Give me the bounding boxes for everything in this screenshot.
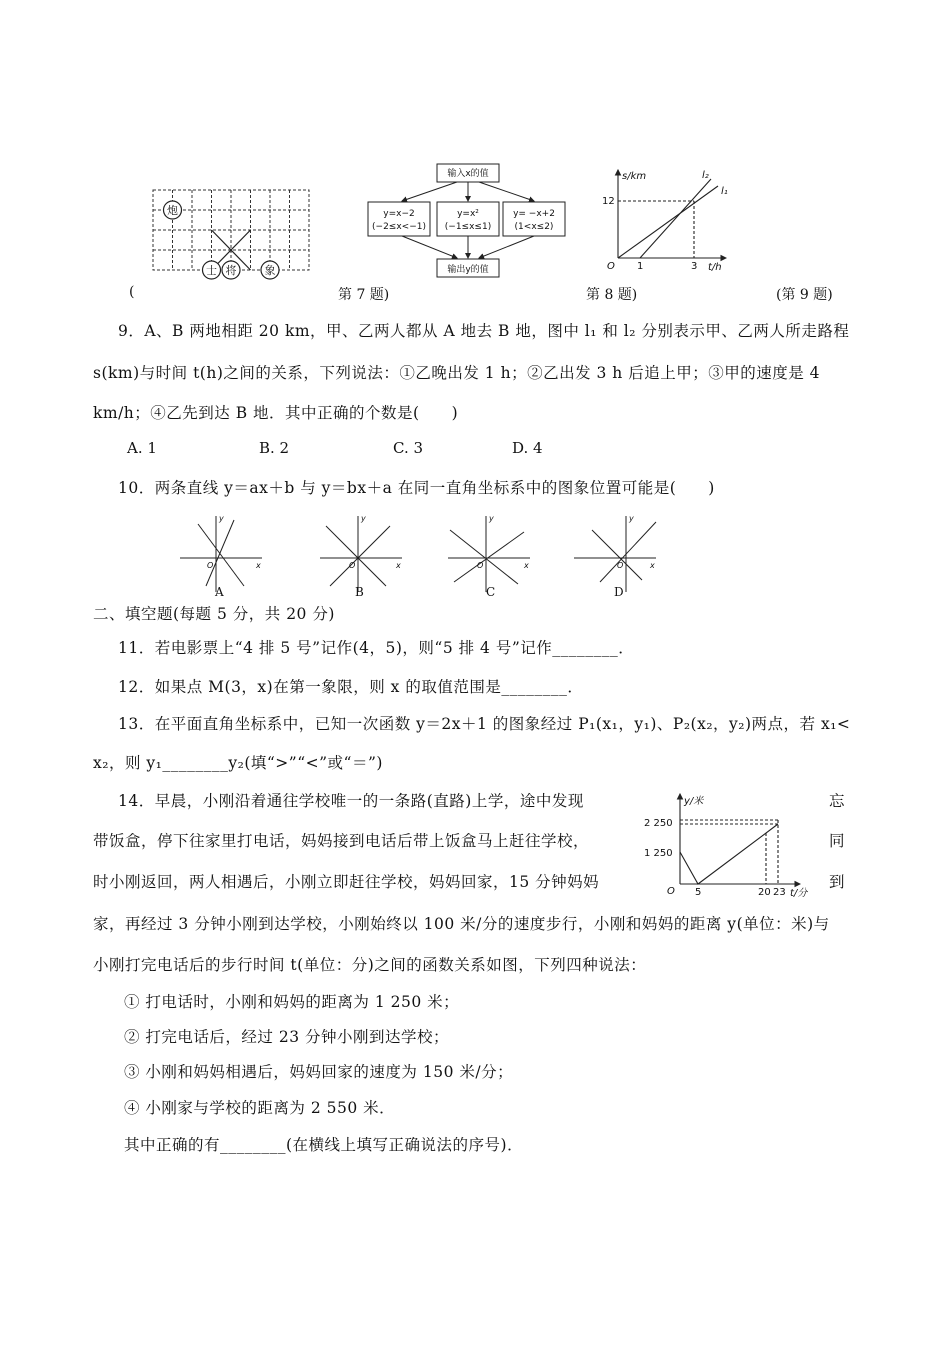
q10b-axis-x: x — [396, 561, 401, 570]
q10d-axis-x: x — [650, 561, 655, 570]
q14-item-4: ④ 小刚家与学校的距离为 2 550 米． — [124, 1099, 396, 1117]
q14-ytick-1250: 1 250 — [644, 848, 673, 859]
flow-box1-formula: y=x−2 — [383, 209, 415, 219]
q14-line3-end: 到 — [829, 873, 846, 891]
q10a-origin: O — [207, 561, 214, 570]
piece-xiang: 象 — [264, 264, 276, 277]
q10d-axis-y: y — [629, 514, 634, 523]
q10d-origin: O — [617, 561, 624, 570]
piece-jiang: 将 — [225, 264, 237, 277]
fig9-origin: O — [607, 261, 615, 272]
q14-ylabel: y/米 — [684, 796, 704, 807]
flow-box3-range: (1<x≤2) — [514, 222, 554, 232]
q9-line2: s(km)与时间 t(h)之间的关系，下列说法：①乙晚出发 1 h；②乙出发 3 h 后追上甲；③甲的速度是 4 — [93, 364, 820, 382]
q12-text: 12．如果点 M(3，x)在第一象限，则 x 的取值范围是________． — [118, 678, 584, 696]
q14-xtick-20: 20 — [758, 887, 771, 898]
q10-label-b: B — [355, 585, 364, 599]
q14-xtick-23: 23 — [773, 887, 786, 898]
q14-item-1: ① 打电话时，小刚和妈妈的距离为 1 250 米； — [124, 993, 460, 1011]
q14-item-3: ③ 小刚和妈妈相遇后，妈妈回家的速度为 150 米/分； — [124, 1063, 514, 1081]
fig9-line2-label: l₂ — [702, 170, 709, 181]
q10-label-c: C — [486, 585, 496, 599]
q14-ytick-2250: 2 250 — [644, 818, 673, 829]
q14-line2-end: 同 — [829, 832, 846, 850]
q14-line3: 时小刚返回，两人相遇后，小刚立即赶往学校，妈妈回家，15 分钟妈妈 — [93, 873, 600, 891]
q14-item-2: ② 打完电话后，经过 23 分钟小刚到达学校； — [124, 1028, 450, 1046]
q14-line2: 带饭盒，停下往家里打电话，妈妈接到电话后带上饭盒马上赶往学校， — [93, 832, 590, 850]
q9-option-b: B. 2 — [259, 439, 290, 457]
piece-pao: 炮 — [167, 204, 178, 217]
q14-conclusion: 其中正确的有________(在横线上填写正确说法的序号)． — [124, 1136, 524, 1154]
q9-option-c: C. 3 — [393, 439, 424, 457]
caption-paren: ( — [129, 284, 135, 300]
q10c-origin: O — [477, 561, 484, 570]
flow-input: 输入x的值 — [447, 169, 489, 179]
q10-label-a: A — [215, 585, 224, 599]
q10b-origin: O — [349, 561, 356, 570]
q14-line5: 小刚打完电话后的步行时间 t(单位：分)之间的函数关系如图，下列四种说法： — [93, 956, 647, 974]
q10c-axis-y: y — [489, 514, 494, 523]
q10a-axis-x: x — [256, 561, 261, 570]
q9-option-d: D. 4 — [512, 439, 543, 457]
flow-box3-formula: y= −x+2 — [513, 209, 555, 219]
q9-line3: km/h；④乙先到达 B 地．其中正确的个数是( ) — [93, 404, 459, 422]
q14-line1: 14．早晨，小刚沿着通往学校唯一的一条路(直路)上学，途中发现 — [118, 792, 584, 810]
flow-box2-formula: y=x² — [457, 209, 479, 219]
fig9-line1-label: l₁ — [721, 186, 728, 197]
q14-line4: 家，再经过 3 分钟小刚到达学校，小刚始终以 100 米/分的速度步行，小刚和妈妈的距离 y(单位：米)与 — [93, 915, 830, 933]
section2-heading: 二、填空题(每题 5 分，共 20 分) — [93, 605, 335, 623]
piece-shi: 士 — [206, 264, 217, 277]
fig9-ytick: 12 — [602, 196, 615, 207]
flow-box1-range: (−2≤x<−1) — [372, 222, 426, 232]
fig9-xlabel: t/h — [708, 262, 722, 273]
q10a-axis-y: y — [219, 514, 224, 523]
q10-graph-c — [444, 512, 536, 596]
q10-text: 10．两条直线 y＝ax＋b 与 y＝bx＋a 在同一直角坐标系中的图象位置可能是( ) — [118, 479, 715, 497]
q10-graph-b — [316, 512, 408, 596]
fig9-graph — [596, 166, 736, 274]
q14-graph — [640, 788, 820, 900]
q10-label-d: D — [614, 585, 624, 599]
flow-box2-range: (−1≤x≤1) — [444, 222, 492, 232]
q14-xtick-5: 5 — [695, 887, 702, 898]
q10c-axis-x: x — [524, 561, 529, 570]
q10-graph-d — [570, 512, 662, 596]
q9-option-a: A. 1 — [127, 439, 157, 457]
fig7-chessboard — [145, 186, 317, 286]
q11-text: 11．若电影票上“4 排 5 号”记作(4，5)，则“5 排 4 号”记作________． — [118, 639, 635, 657]
q13-line2: x₂，则 y₁________y₂(填“>”“<”或“＝”) — [93, 754, 383, 772]
fig9-xtick-1: 1 — [637, 261, 644, 272]
caption-fig9: (第 9 题) — [776, 287, 833, 303]
fig9-xtick-3: 3 — [691, 261, 698, 272]
q9-line1: 9．A、B 两地相距 20 km，甲、乙两人都从 A 地去 B 地，图中 l₁ 和 l₂ 分别表示甲、乙两人所走路程 — [118, 322, 850, 340]
q10b-axis-y: y — [361, 514, 366, 523]
q14-origin: O — [667, 886, 675, 897]
q14-line1-end: 忘 — [829, 792, 846, 810]
fig9-ylabel: s/km — [622, 171, 647, 182]
fig8-flowchart — [362, 162, 574, 282]
caption-fig7: 第 7 题) — [338, 287, 390, 303]
q14-xlabel: t/分 — [790, 888, 808, 899]
q10-graph-a — [176, 512, 268, 596]
flow-output: 输出y的值 — [447, 265, 489, 275]
q13-line1: 13．在平面直角坐标系中，已知一次函数 y＝2x＋1 的图象经过 P₁(x₁，y₁)、P₂(x₂，y₂)两点，若 x₁< — [118, 715, 851, 733]
caption-fig8: 第 8 题) — [586, 287, 638, 303]
